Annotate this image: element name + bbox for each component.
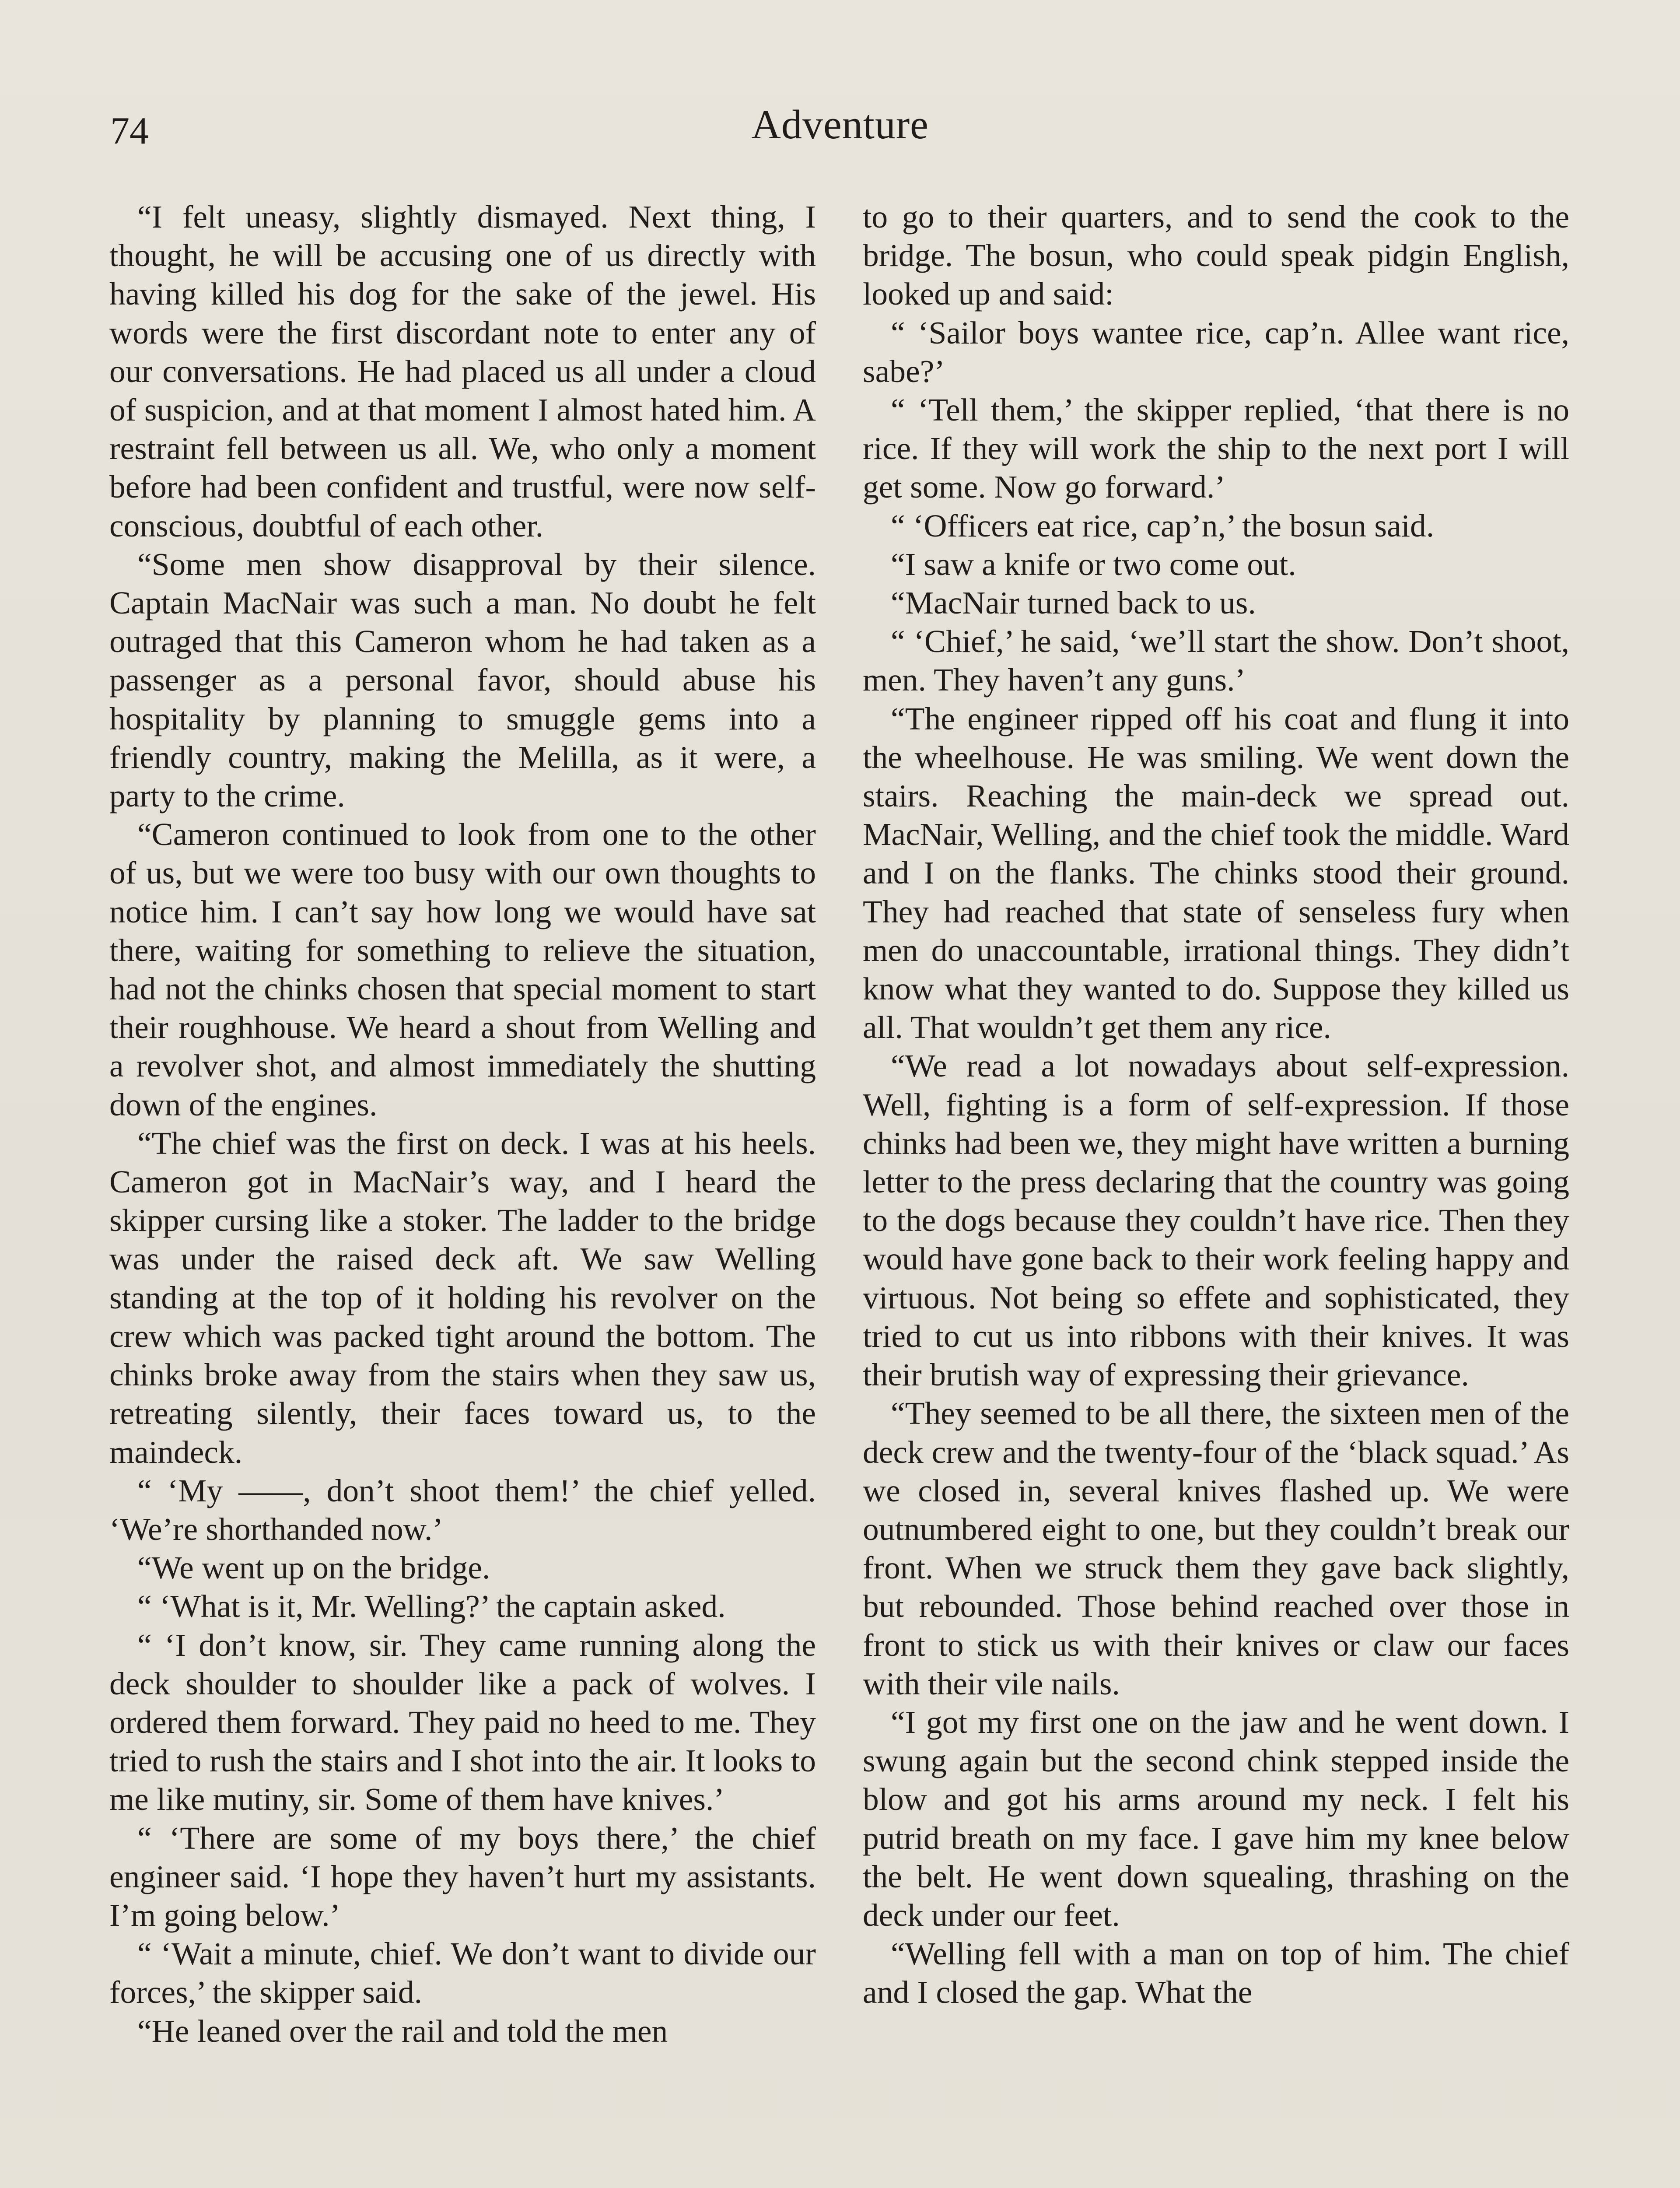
paragraph: “Some men show disapproval by their silence. Captain MacNair was such a man. No doubt he felt outraged that this Cameron whom he had taken as a passenger as a personal favor, should abuse his hospitality by planning to smuggle gems into a friendly country, making the Melilla, as it were, a party to the crime. bbox=[109, 546, 816, 814]
paragraph: “They seemed to be all there, the sixteen men of the deck crew and the twenty-four of the ‘black squad.’ As we closed in, several knives flashed up. We were outnumbered eight to one, but they couldn’t break our front. When we struck them they gave back slightly, but rebounded. Those behind reached over those in front to stick us with their knives or claw our faces with their vile nails. bbox=[863, 1396, 1569, 1701]
paragraph: “We read a lot nowadays about self-expression. Well, fighting is a form of self-expression. If those chinks had been we, they might have written a burning letter to the press declaring that the country was going to the dogs because they couldn’t have rice. Then they would have gone back to their work feeling happy and virtuous. Not being so effete and sophisticated, they tried to cut us into ribbons with their knives. It was their brutish way of expressing their grievance. bbox=[863, 1048, 1569, 1393]
paragraph: “ ‘Tell them,’ the skipper replied, ‘that there is no rice. If they will work the ship to the next port I will get some. Now go forward.’ bbox=[863, 392, 1569, 505]
paragraph: “ ‘There are some of my boys there,’ the chief engineer said. ‘I hope they haven’t hurt my assistants. I’m going below.’ bbox=[109, 1820, 816, 1933]
paragraph: “ ‘Wait a minute, chief. We don’t want to divide our forces,’ the skipper said. bbox=[109, 1936, 816, 2010]
page-number: 74 bbox=[110, 110, 149, 152]
left-column bbox=[109, 198, 816, 2051]
running-title: Adventure bbox=[751, 102, 929, 147]
paragraph: “We went up on the bridge. bbox=[137, 1550, 490, 1586]
paragraph: “He leaned over the rail and told the men bbox=[137, 2013, 668, 2049]
paragraph: “ ‘What is it, Mr. Welling?’ the captain asked. bbox=[137, 1588, 726, 1624]
right-column bbox=[863, 198, 1569, 2012]
paragraph: “I saw a knife or two come out. bbox=[891, 546, 1296, 582]
paragraph: “Cameron continued to look from one to the other of us, but we were too busy with our own thoughts to notice him. I can’t say how long we would have sat there, waiting for something to relieve the situation, had not the chinks chosen that special moment to start their roughhouse. We heard a shout from Welling and a revolver shot, and almost immediately the shutting down of the engines. bbox=[109, 817, 816, 1122]
paragraph: “The engineer ripped off his coat and flung it into the wheelhouse. He was smiling. We went down the stairs. Reaching the main-deck we spread out. MacNair, Welling, and the chief took the middle. Ward and I on the flanks. The chinks stood their ground. They had reached that state of senseless fury when men do unaccountable, irrational things. They didn’t know what they wanted to do. Suppose they killed us all. That wouldn’t get them any rice. bbox=[863, 701, 1569, 1045]
paragraph: “The chief was the first on deck. I was at his heels. Cameron got in MacNair’s way, and I heard the skipper cursing like a stoker. The ladder to the bridge was under the raised deck aft. We saw Welling standing at the top of it holding his revolver on the crew which was packed tight around the bottom. The chinks broke away from the stairs when they saw us, retreating silently, their faces toward us, to the maindeck. bbox=[109, 1125, 816, 1470]
continued-paragraph: to go to their quarters, and to send the cook to the bridge. The bosun, who could speak pidgin English, looked up and said: bbox=[863, 199, 1569, 312]
paragraph: “Welling fell with a man on top of him. The chief and I closed the gap. What the bbox=[863, 1936, 1569, 2010]
paragraph: “ ‘My ——, don’t shoot them!’ the chief yelled. ‘We’re shorthanded now.’ bbox=[109, 1473, 816, 1547]
paragraph: “I felt uneasy, slightly dismayed. Next thing, I thought, he will be accusing one of us directly with having killed his dog for the sake of the jewel. His words were the first discordant note to enter any of our conversations. He had placed us all under a cloud of suspicion, and at that moment I almost hated him. A restraint fell between us all. We, who only a moment before had been confident and trustful, were now self-conscious, doubtful of each other. bbox=[109, 199, 816, 543]
paragraph: “ ‘Chief,’ he said, ‘we’ll start the show. Don’t shoot, men. They haven’t any guns.’ bbox=[863, 624, 1569, 698]
paragraph: “MacNair turned back to us. bbox=[891, 585, 1256, 621]
paragraph: “ ‘Officers eat rice, cap’n,’ the bosun said. bbox=[891, 508, 1435, 543]
paragraph: “ ‘I don’t know, sir. They came running along the deck shoulder to shoulder like a pack of wolves. I ordered them forward. They paid no heed to me. They tried to rush the stairs and I shot into the air. It looks to me like mutiny, sir. Some of them have knives.’ bbox=[109, 1627, 816, 1817]
paragraph: “I got my first one on the jaw and he went down. I swung again but the second chink stepped inside the blow and got his arms around my neck. I felt his putrid breath on my face. I gave him my knee below the belt. He went down squealing, thrashing on the deck under our feet. bbox=[863, 1704, 1569, 1933]
paragraph: “ ‘Sailor boys wantee rice, cap’n. Allee want rice, sabe?’ bbox=[863, 315, 1569, 389]
